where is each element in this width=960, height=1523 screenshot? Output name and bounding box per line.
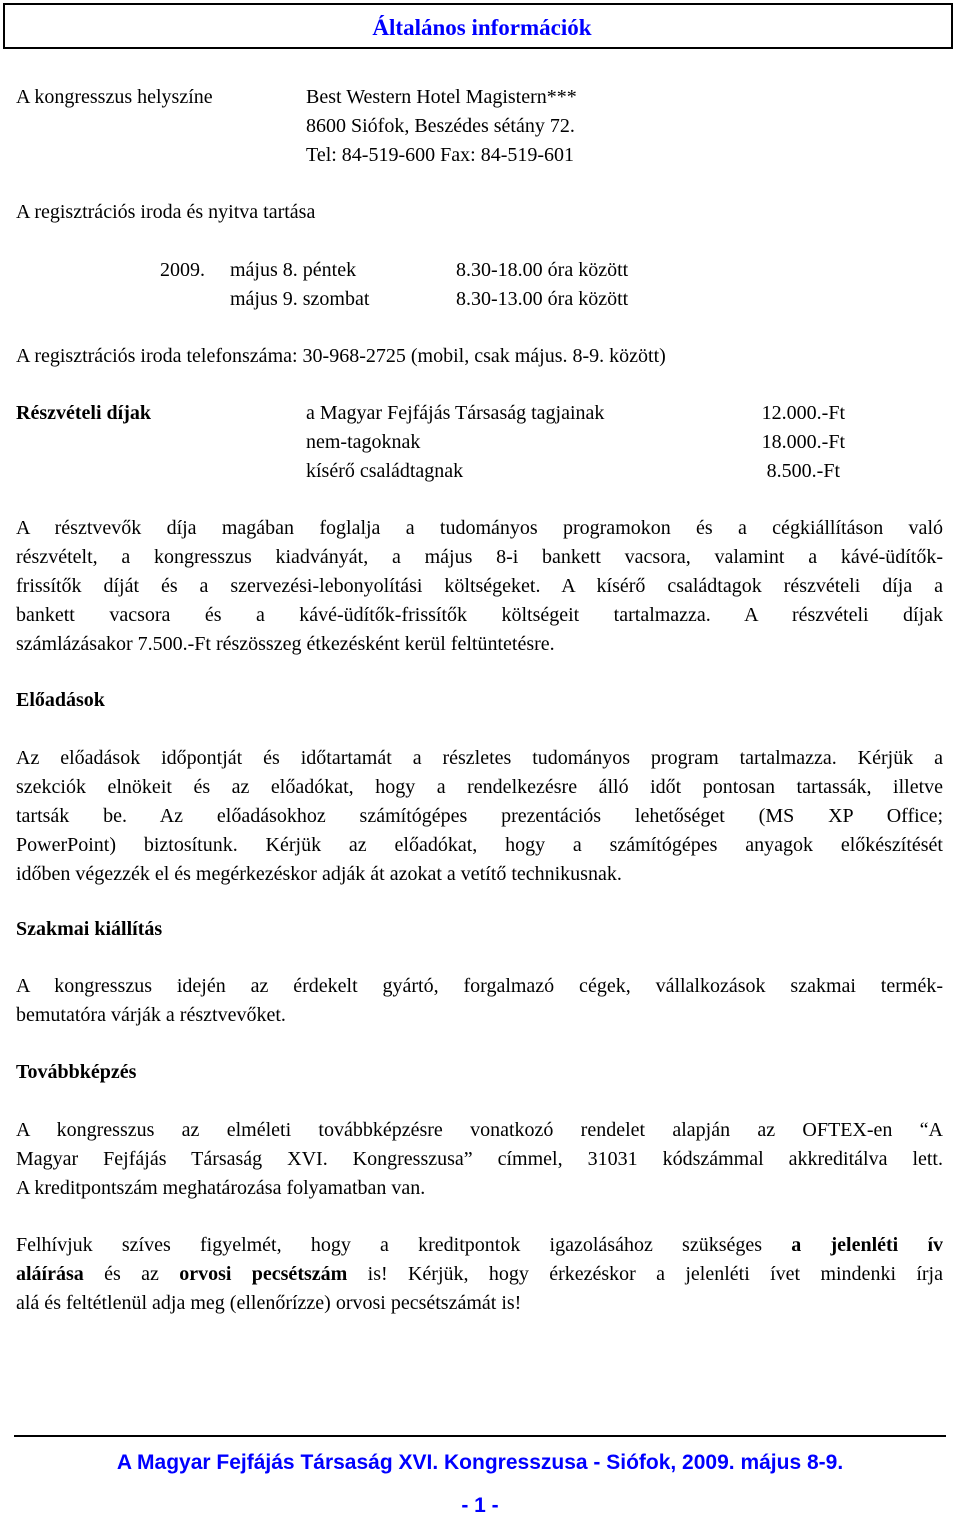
footer-divider <box>14 1435 946 1437</box>
fees-para-line: részvételt, a kongresszus kiadványát, a május 8-i bankett vacsora, valamint a kávé-üdítők- <box>16 546 943 568</box>
training-para2-line2 <box>16 1260 943 1289</box>
fee-label-nonmembers: nem-tagoknak <box>306 431 421 453</box>
notice-text: és az <box>83 1263 180 1285</box>
venue-address: 8600 Siófok, Beszédes sétány 72. <box>306 115 575 137</box>
lectures-para-line: Az előadások időpontját és időtartamát a részletes tudományos program tartalmazza. Kérjük a <box>16 747 943 769</box>
exhibition-paragraph <box>16 972 943 1030</box>
fees-paragraph <box>16 514 943 659</box>
lectures-heading: Előadások <box>16 689 105 711</box>
training-para-line: A kongresszus az elméleti továbbképzésre vonatkozó rendelet alapján az OFTEX-en “A <box>16 1119 943 1141</box>
lectures-paragraph <box>16 744 943 889</box>
training-para-line: Magyar Fejfájás Társaság XVI. Kongresszusa” címmel, 31031 kódszámmal akkreditálva lett. <box>16 1148 943 1170</box>
fee-label-members: a Magyar Fejfájás Társaság tagjainak <box>306 402 605 424</box>
exhibition-para-line: bemutatóra várják a résztvevőket. <box>16 1004 286 1026</box>
fees-para-line: számlázásakor 7.500.-Ft részösszeg étkezésként kerül feltüntetésre. <box>16 633 555 655</box>
venue-phone: Tel: 84-519-600 Fax: 84-519-601 <box>306 144 575 166</box>
training-paragraph-1 <box>16 1116 943 1203</box>
registration-day1-date: május 8. péntek <box>230 259 357 281</box>
training-paragraph-2 <box>16 1231 943 1318</box>
exhibition-para-line: A kongresszus idején az érdekelt gyártó, forgalmazó cégek, vállalkozások szakmai termék- <box>16 975 943 997</box>
stamp-number-emphasis: orvosi pecsétszám <box>179 1263 348 1285</box>
fee-label-family: kísérő családtagnak <box>306 460 464 482</box>
attendance-sheet-emphasis: a jelenléti ív <box>791 1234 943 1256</box>
lectures-para-line: PowerPoint) biztosítunk. Kérjük az előadókat, hogy a számítógépes anyagok előkészítését <box>16 834 943 856</box>
title-box <box>3 3 953 49</box>
lectures-para-line: szekciók elnökeit és az előadókat, hogy a rendelkezésre álló időt pontosan tartassák, illetve <box>16 776 943 798</box>
training-heading: Továbbképzés <box>16 1061 137 1083</box>
registration-day2-date: május 9. szombat <box>230 288 370 310</box>
fees-heading: Részvételi díjak <box>16 402 151 424</box>
fees-para-line: A résztvevők díja magában foglalja a tudományos programokon és a cégkiállításon való <box>16 517 943 539</box>
venue-label: A kongresszus helyszíne <box>16 86 213 108</box>
signature-emphasis: aláírása <box>16 1263 84 1285</box>
training-para2-line1 <box>16 1231 943 1260</box>
page-number: - 1 - <box>461 1494 499 1517</box>
lectures-para-line: időben végezzék el és megérkezéskor adják át azokat a vetítő technikusnak. <box>16 863 622 885</box>
training-para2-line3: alá és feltétlenül adja meg (ellenőrízze) orvosi pecsétszámát is! <box>16 1292 522 1314</box>
registration-heading: A regisztrációs iroda és nyitva tartása <box>16 201 316 223</box>
lectures-para-line: tartsák be. Az előadásokhoz számítógépes prezentációs lehetőséget (MS XP Office; <box>16 805 943 827</box>
registration-phone: A regisztrációs iroda telefonszáma: 30-968-2725 (mobil, csak május. 8-9. között) <box>16 345 666 367</box>
registration-day1-time: 8.30-18.00 óra között <box>456 259 629 281</box>
registration-year: 2009. <box>160 259 205 281</box>
fee-amount-family: 8.500.-Ft <box>766 460 840 482</box>
fee-amount-nonmembers: 18.000.-Ft <box>761 431 845 453</box>
fee-amount-members: 12.000.-Ft <box>761 402 845 424</box>
footer-text: A Magyar Fejfájás Társaság XVI. Kongresszusa - Siófok, 2009. május 8-9. <box>116 1451 844 1474</box>
page-title: Általános információk <box>372 15 592 40</box>
training-para-line: A kreditpontszám meghatározása folyamatban van. <box>16 1177 426 1199</box>
fees-para-line: frissítők díját és a szervezési-lebonyolítási költségeket. A kísérő családtagok részvételi díja a <box>16 575 943 597</box>
venue-hotel: Best Western Hotel Magistern*** <box>306 86 577 108</box>
exhibition-heading: Szakmai kiállítás <box>16 918 163 940</box>
notice-text: is! Kérjük, hogy érkezéskor a jelenléti ívet mindenki írja <box>347 1263 943 1285</box>
registration-day2-time: 8.30-13.00 óra között <box>456 288 629 310</box>
fees-para-line: bankett vacsora és a kávé-üdítők-frissítők költségeit tartalmazza. A részvételi díjak <box>16 604 943 626</box>
notice-text: Felhívjuk szíves figyelmét, hogy a kreditpontok igazolásához szükséges <box>16 1234 763 1256</box>
